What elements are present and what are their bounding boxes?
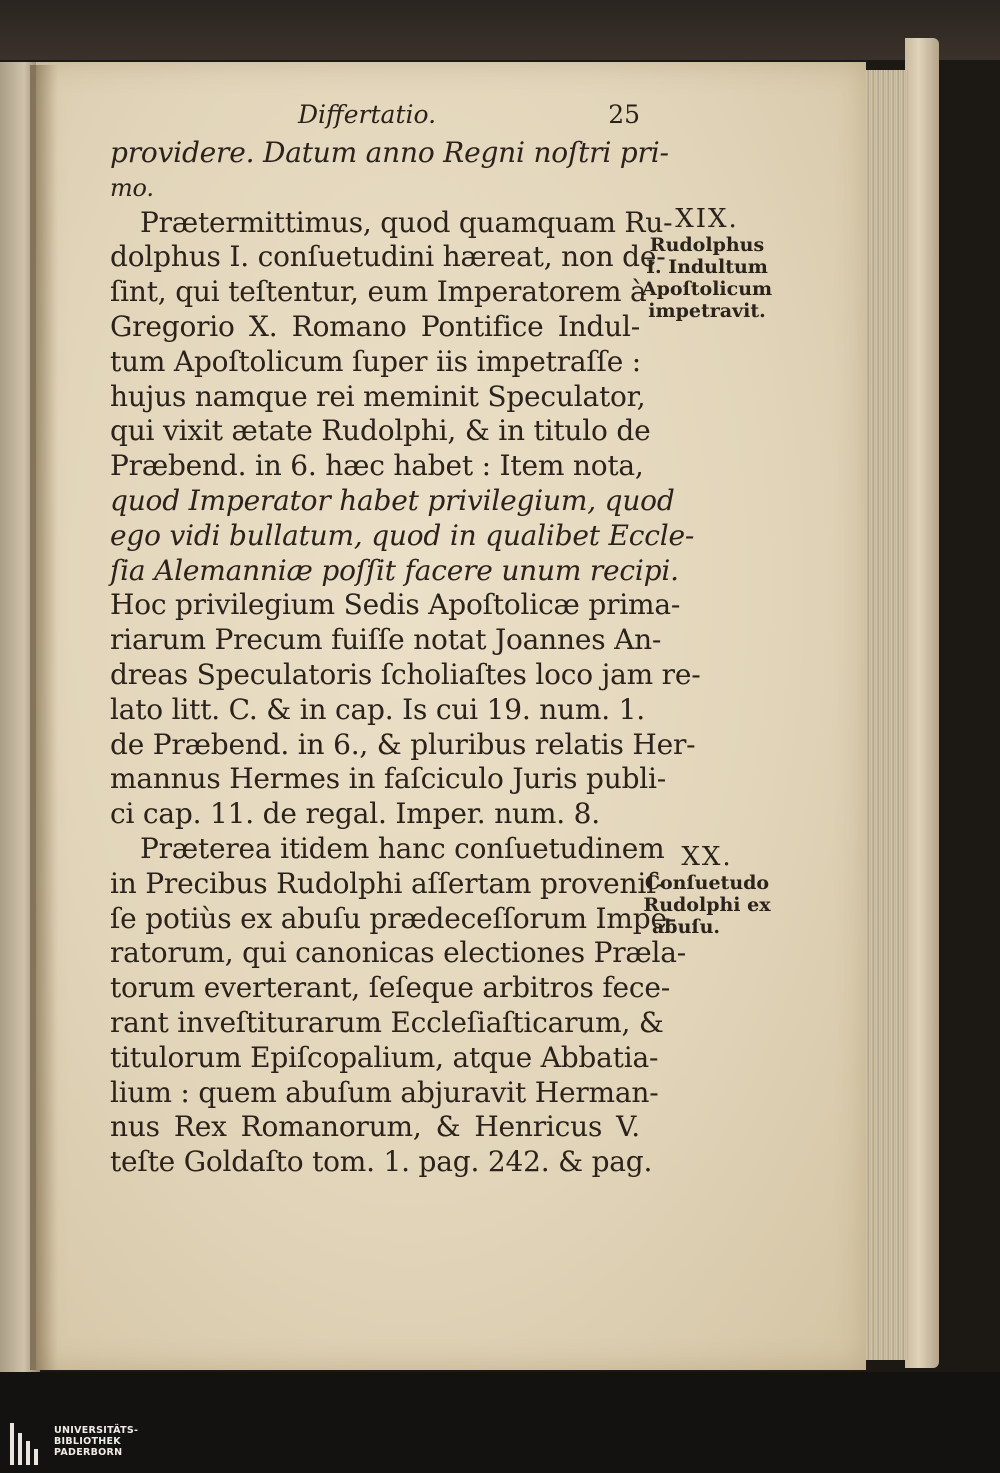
- text-line: in Precibus Rudolphi aſſertam proveniſ-: [110, 866, 666, 900]
- margin-note-line: abuſu.: [652, 916, 721, 938]
- text-line: de Præbend. in 6., & pluribus relatis Her-: [110, 727, 696, 761]
- text-line: tum Apoſtolicum ſuper iis impetraſſe :: [110, 344, 642, 378]
- background-top: [0, 0, 1000, 60]
- margin-note-line: Conſuetudo: [644, 872, 770, 894]
- text-line: ſia Alemanniæ poſſit facere unum recipi.: [110, 553, 679, 587]
- text-line: riarum Precum fuiſſe notat Joannes An-: [110, 623, 662, 657]
- margin-note-number: XX.: [681, 842, 733, 872]
- text-line: teſte Goldaſto tom. 1. pag. 242. & pag.: [110, 1145, 653, 1179]
- text-line: ci cap. 11. de regal. Imper. num. 8.: [110, 797, 600, 831]
- text-line: ego vidi bullatum, quod in qualibet Eccle-: [110, 518, 695, 552]
- page-number: 25: [608, 100, 640, 129]
- text-line: Prætermittimus, quod quamquam Ru-: [140, 205, 673, 239]
- running-header: [120, 100, 640, 136]
- text-line: ratorum, qui canonicas electiones Præla-: [110, 936, 687, 970]
- margin-note-xx: [632, 842, 782, 938]
- running-title: Differtatio.: [298, 100, 437, 129]
- library-logo-text: [54, 1425, 138, 1458]
- main-text-block: [110, 136, 701, 1180]
- margin-note-line: Rudolphi ex: [643, 894, 771, 916]
- margin-note-line: impetravit.: [648, 300, 766, 322]
- library-logo-line: UNIVERSITÄTS-: [54, 1425, 139, 1436]
- text-line: lium : quem abuſum abjuravit Herman-: [110, 1075, 659, 1109]
- margin-note-number: XIX.: [675, 204, 739, 234]
- text-line: titulorum Epiſcopalium, atque Abbatia-: [110, 1040, 659, 1074]
- library-logo: [10, 1423, 190, 1468]
- text-line: quod Imperator habet privilegium, quod: [110, 483, 675, 517]
- margin-note-line: I. Indultum: [646, 256, 768, 278]
- text-line: mannus Hermes in faſciculo Juris publi-: [110, 762, 667, 796]
- page-block-edge: [860, 70, 908, 1360]
- text-line: Præterea itidem hanc conſuetudinem: [140, 831, 665, 865]
- text-line: Hoc privilegium Sedis Apoſtolicæ prima-: [110, 588, 681, 622]
- text-line: lato litt. C. & in cap. Is cui 19. num. 1.: [110, 692, 645, 726]
- text-line: Præbend. in 6. hæc habet : Item nota,: [110, 449, 644, 483]
- margin-note-line: Apoſtolicum: [641, 278, 773, 300]
- text-line: dolphus I. conſuetudini hæreat, non de-: [110, 240, 666, 274]
- text-line: hujus namque rei meminit Speculator,: [110, 379, 646, 413]
- library-logo-line: PADERBORN: [54, 1447, 123, 1458]
- text-line: Gregorio X. Romano Pontifice Indul-: [110, 309, 640, 343]
- library-logo-line: BIBLIOTHEK: [54, 1436, 121, 1447]
- text-line: nus Rex Romanorum, & Henricus V.: [110, 1110, 640, 1144]
- text-line: torum everterant, ſeſeque arbitros fece-: [110, 971, 670, 1005]
- margin-note-xix: [632, 204, 782, 322]
- text-line: qui vixit ætate Rudolphi, & in titulo de: [110, 414, 651, 448]
- text-line: mo.: [110, 173, 154, 202]
- book-gutter: [30, 65, 58, 1370]
- margin-note-line: Rudolphus: [649, 234, 765, 256]
- text-line: ſe potiùs ex abuſu prædeceſſorum Impe-: [110, 901, 677, 935]
- text-line: rant inveſtiturarum Eccleſiaſticarum, &: [110, 1005, 664, 1039]
- library-logo-mark: [10, 1423, 48, 1465]
- book-cover-edge: [905, 38, 939, 1368]
- text-line: dreas Speculatoris ſcholiaſtes loco jam re-: [110, 657, 701, 691]
- text-line: providere. Datum anno Regni noſtri pri-: [110, 136, 669, 169]
- text-line: ſint, qui teſtentur, eum Imperatorem à: [110, 275, 647, 309]
